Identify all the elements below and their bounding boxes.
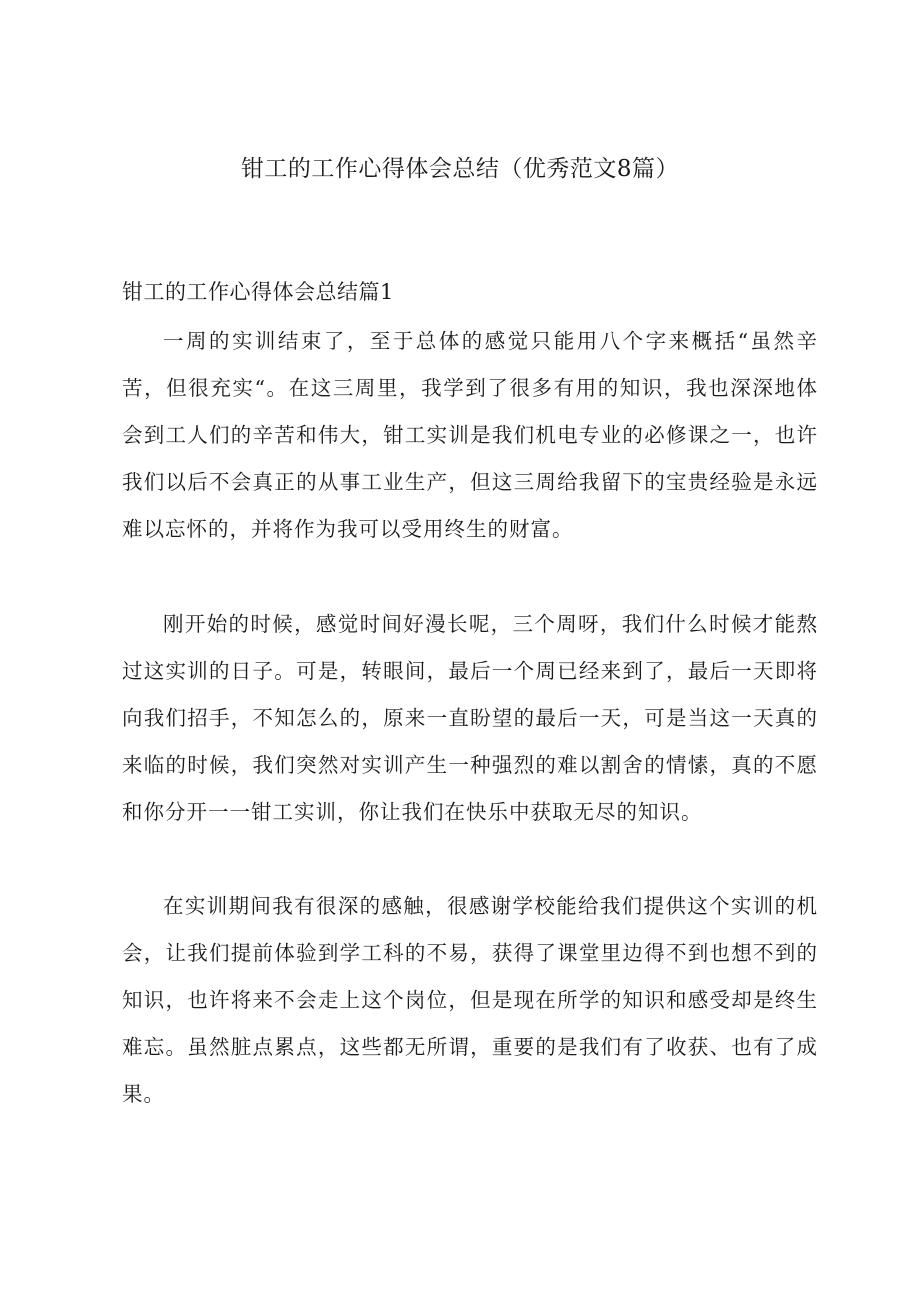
body-paragraph-2: 刚开始的时候，感觉时间好漫长呢，三个周呀，我们什么时候才能熬过这实训的日子。可是，转眼间，最后一个周已经来到了，最后一天即将向我们招手，不知怎么的，原来一直盼望的最后一天，可是当这一天真的来临的时候，我们突然对实训产生一种强烈的难以割舍的情愫，真的不愿和你分开一一钳工实训，你让我们在快乐中获取无尽的知识。 bbox=[122, 612, 818, 824]
section-heading: 钳工的工作心得体会总结篇1 bbox=[122, 280, 394, 304]
body-paragraph-3: 在实训期间我有很深的感触，很感谢学校能给我们提供这个实训的机会，让我们提前体验到学工科的不易，获得了课堂里边得不到也想不到的知识，也许将来不会走上这个岗位，但是现在所学的知识和感受却是终生难忘。虽然脏点累点，这些都无所谓，重要的是我们有了收获、也有了成果。 bbox=[122, 894, 818, 1106]
body-paragraph-1: 一周的实训结束了，至于总体的感觉只能用八个字来概括“虽然辛苦，但很充实“。在这三周里，我学到了很多有用的知识，我也深深地体会到工人们的辛苦和伟大，钳工实训是我们机电专业的必修课之一，也许我们以后不会真正的从事工业生产，但这三周给我留下的宝贵经验是永远难以忘怀的，并将作为我可以受用终生的财富。 bbox=[122, 329, 818, 541]
document-title: 钳工的工作心得体会总结（优秀范文8篇） bbox=[240, 156, 680, 182]
